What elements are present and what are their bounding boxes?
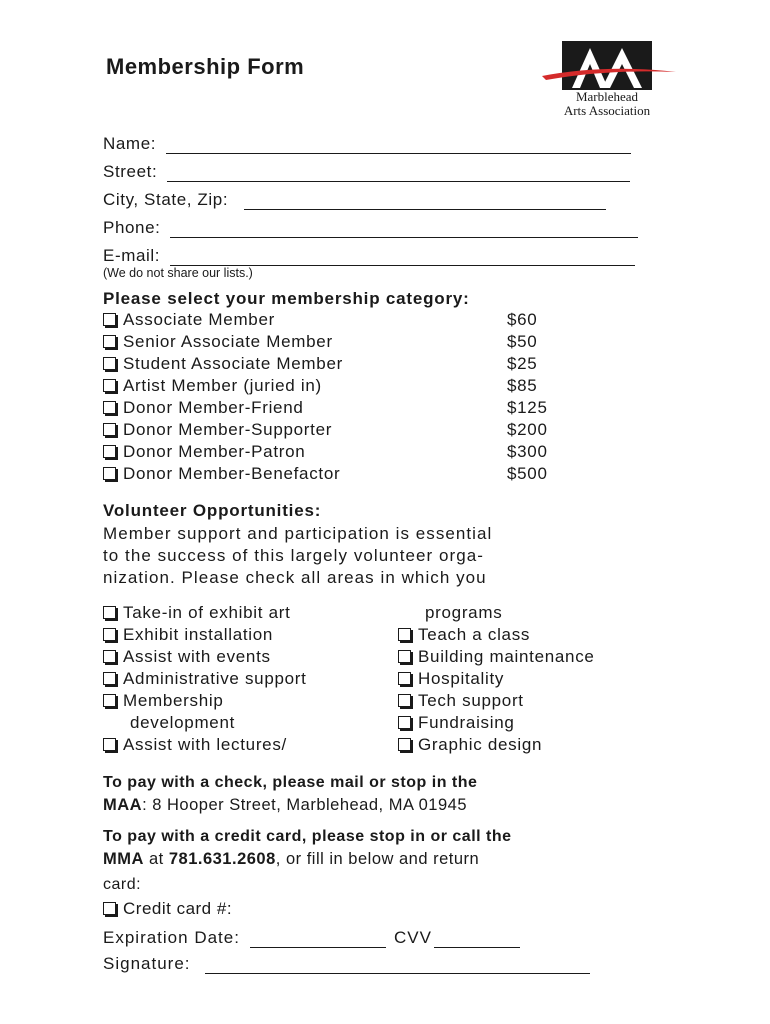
category-price: $300: [507, 442, 548, 461]
volunteer-label: Administrative support: [123, 669, 307, 688]
volunteer-label-continued: programs: [425, 603, 503, 622]
volunteer-label: Membership: [123, 691, 224, 710]
category-price: $85: [507, 376, 538, 395]
maa-abbrev: MAA: [103, 796, 143, 814]
check-address: : 8 Hooper Street, Marblehead, MA 01945: [142, 796, 468, 814]
checkbox-icon[interactable]: [398, 672, 411, 685]
membership-option[interactable]: [103, 376, 538, 398]
volunteer-label: Tech support: [418, 691, 524, 710]
category-price: $60: [507, 310, 538, 329]
checkbox-icon[interactable]: [398, 628, 411, 641]
checkbox-icon[interactable]: [103, 401, 116, 414]
volunteer-label: Building maintenance: [418, 647, 595, 666]
category-price: $500: [507, 464, 548, 483]
phone-label: Phone:: [103, 218, 161, 237]
cvv-label: CVV: [393, 928, 432, 947]
volunteer-intro: [103, 523, 492, 589]
category-label: Artist Member (juried in): [123, 376, 322, 395]
card-payment-heading: To pay with a credit card, please stop in or call the: [103, 828, 512, 845]
volunteer-label: Take-in of exhibit art: [123, 603, 291, 622]
checkbox-icon[interactable]: [103, 606, 116, 619]
category-price: $200: [507, 420, 548, 439]
credit-card-label: Credit card #:: [123, 899, 233, 918]
category-label: Associate Member: [123, 310, 275, 329]
volunteer-label: Assist with lectures/: [123, 735, 287, 754]
membership-option[interactable]: [103, 420, 548, 442]
volunteer-label: Assist with events: [123, 647, 271, 666]
phone-number: 781.631.2608: [168, 850, 276, 868]
name-input-line[interactable]: [166, 137, 631, 154]
expiration-cvv-row: [103, 924, 520, 948]
checkbox-icon[interactable]: [398, 738, 411, 751]
volunteer-option[interactable]: [398, 713, 515, 735]
card-rest: , or fill in below and return: [275, 850, 480, 868]
city-state-zip-field[interactable]: [103, 186, 606, 210]
checkbox-icon[interactable]: [103, 738, 116, 751]
volunteer-label: Exhibit installation: [123, 625, 274, 644]
checkbox-icon[interactable]: [103, 467, 116, 480]
street-input-line[interactable]: [167, 165, 630, 182]
signature-row: [103, 950, 590, 974]
membership-option[interactable]: [103, 332, 538, 354]
name-field[interactable]: [103, 130, 631, 154]
category-price: $125: [507, 398, 548, 417]
volunteer-option[interactable]: [398, 691, 524, 713]
volunteer-label-continued: development: [130, 713, 236, 732]
email-input-line[interactable]: [170, 249, 635, 266]
email-field[interactable]: [103, 242, 635, 266]
checkbox-icon[interactable]: [398, 650, 411, 663]
checkbox-icon[interactable]: [103, 650, 116, 663]
volunteer-option[interactable]: [103, 669, 307, 691]
expiration-input-line[interactable]: [250, 931, 386, 948]
checkbox-icon[interactable]: [103, 628, 116, 641]
cvv-input-line[interactable]: [434, 931, 520, 948]
street-field[interactable]: [103, 158, 630, 182]
volunteer-option[interactable]: [103, 603, 291, 625]
checkbox-icon[interactable]: [103, 335, 116, 348]
logo-name-line1: Marblehead: [575, 89, 639, 104]
volunteer-option[interactable]: [103, 735, 287, 757]
credit-card-option[interactable]: [103, 899, 232, 919]
signature-label: Signature:: [103, 954, 191, 973]
membership-option[interactable]: [103, 354, 538, 376]
card-payment-line: [103, 850, 479, 869]
checkbox-icon[interactable]: [103, 672, 116, 685]
volunteer-label: Hospitality: [418, 669, 505, 688]
volunteer-option[interactable]: [398, 669, 504, 691]
membership-option[interactable]: [103, 310, 538, 332]
card-at: at: [143, 850, 169, 868]
volunteer-option[interactable]: [398, 735, 542, 757]
form-title: Membership Form: [106, 54, 305, 79]
volunteer-heading: Volunteer Opportunities:: [103, 501, 322, 520]
membership-option[interactable]: [103, 398, 548, 420]
volunteer-option[interactable]: [103, 647, 271, 669]
logo-name-line2: Arts Association: [563, 103, 651, 118]
check-payment-heading: To pay with a check, please mail or stop in the: [103, 774, 478, 791]
checkbox-icon[interactable]: [103, 357, 116, 370]
signature-input-line[interactable]: [205, 957, 590, 974]
volunteer-label: Teach a class: [418, 625, 531, 644]
membership-option[interactable]: [103, 464, 548, 486]
logo-text: [536, 90, 678, 118]
checkbox-icon[interactable]: [398, 694, 411, 707]
category-label: Donor Member-Benefactor: [123, 464, 341, 483]
city-state-zip-input-line[interactable]: [244, 193, 606, 210]
checkbox-icon[interactable]: [103, 694, 116, 707]
phone-field[interactable]: [103, 214, 638, 238]
volunteer-option[interactable]: [103, 625, 273, 647]
membership-heading: Please select your membership category:: [103, 289, 470, 308]
checkbox-icon[interactable]: [103, 379, 116, 392]
privacy-note: (We do not share our lists.): [103, 266, 253, 280]
expiration-label: Expiration Date:: [103, 928, 240, 947]
volunteer-option[interactable]: [398, 647, 595, 669]
checkbox-icon[interactable]: [103, 902, 116, 915]
card-end: card:: [103, 876, 142, 893]
checkbox-icon[interactable]: [398, 716, 411, 729]
intro-line: to the success of this largely volunteer orga-: [103, 546, 484, 565]
volunteer-label: Graphic design: [418, 735, 543, 754]
street-label: Street:: [103, 162, 158, 181]
checkbox-icon[interactable]: [103, 313, 116, 326]
category-label: Donor Member-Patron: [123, 442, 306, 461]
category-label: Student Associate Member: [123, 354, 343, 373]
checkbox-icon[interactable]: [103, 445, 116, 458]
name-label: Name:: [103, 134, 157, 153]
category-label: Donor Member-Supporter: [123, 420, 333, 439]
city-state-zip-label: City, State, Zip:: [103, 190, 229, 209]
mma-abbrev: MMA: [103, 850, 144, 868]
intro-line: Member support and participation is essential: [103, 524, 493, 543]
membership-option[interactable]: [103, 442, 548, 464]
phone-input-line[interactable]: [170, 221, 638, 238]
volunteer-label: Fundraising: [418, 713, 515, 732]
category-price: $50: [507, 332, 538, 351]
category-price: $25: [507, 354, 538, 373]
category-label: Senior Associate Member: [123, 332, 333, 351]
volunteer-option[interactable]: [103, 691, 224, 713]
category-label: Donor Member-Friend: [123, 398, 304, 417]
intro-line: nization. Please check all areas in which you: [103, 568, 487, 587]
volunteer-option[interactable]: [398, 625, 530, 647]
checkbox-icon[interactable]: [103, 423, 116, 436]
email-label: E-mail:: [103, 246, 161, 265]
check-payment-address: [103, 796, 467, 815]
